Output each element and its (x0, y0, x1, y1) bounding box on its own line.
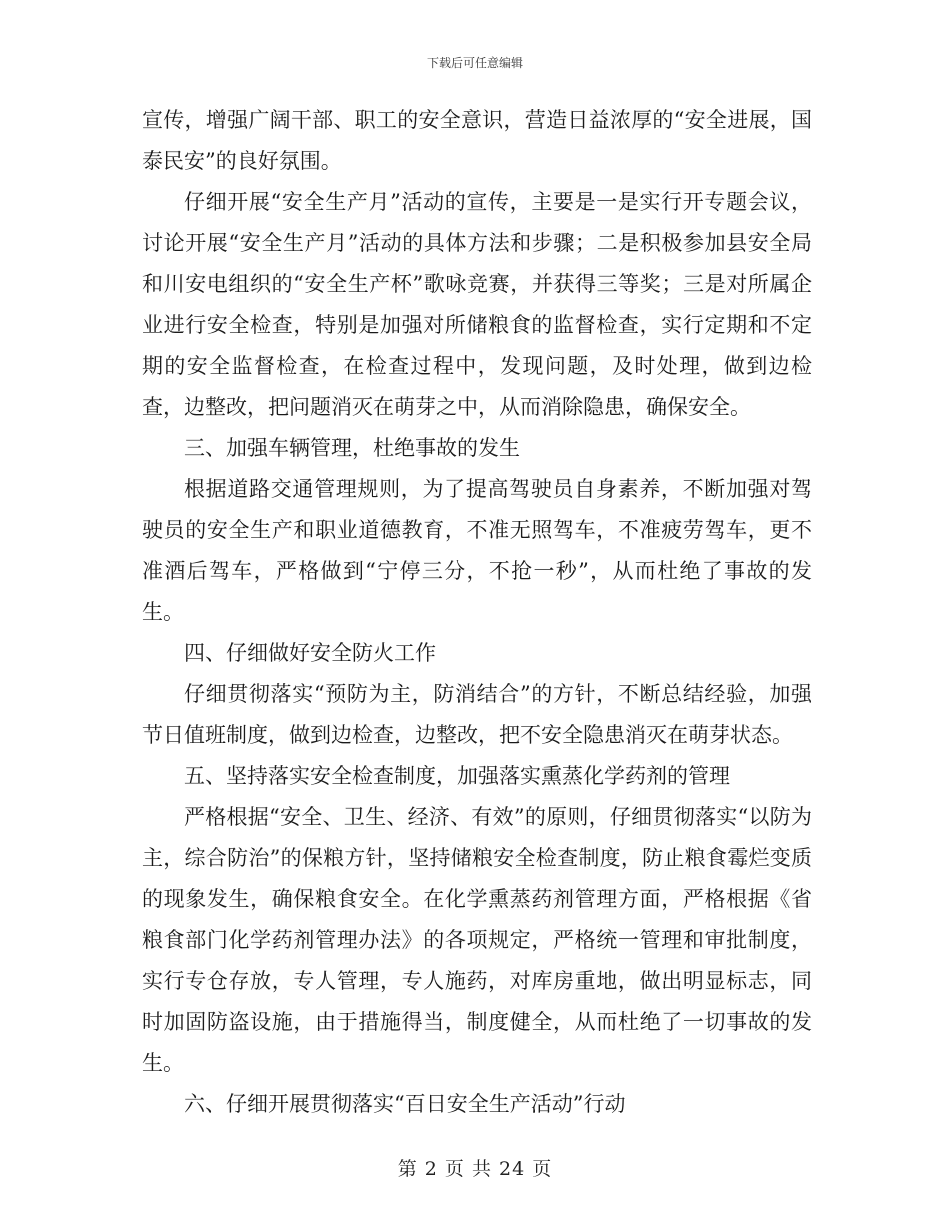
section-heading-4: 四、仔细做好安全防火工作 (184, 641, 436, 665)
section-heading-5: 五、坚持落实安全检查制度，加强落实熏蒸化学药剂的管理 (184, 764, 730, 788)
paragraph-2: 仔细开展“安全生产月”活动的宣传，主要是一是实行开专题会议，讨论开展“安全生产月”活动的具体方法和步骤；二是积极参加县安全局和川安电组织的“安全生产杯”歌咏竞赛，并获得三等奖；三是对所属企业进行安全检查，特别是加强对所储粮食的监督检查，实行定期和不定期的安全监督检查，在检查过程中，发现问题，及时处理，做到边检查，边整改，把问题消灭在萌芽之中，从而消除隐患，确保安全。 (142, 190, 812, 419)
document-body (142, 100, 812, 1125)
paragraph-5: 严格根据“安全、卫生、经济、有效”的原则，仔细贯彻落实“以防为主，综合防治”的保粮方针，坚持储粮安全检查制度，防止粮食霉烂变质的现象发生，确保粮食安全。在化学熏蒸药剂管理方面，严格根据《省粮食部门化学药剂管理办法》的各项规定，严格统一管理和审批制度，实行专仓存放，专人管理，专人施药，对库房重地，做出明显标志，同时加固防盗设施，由于措施得当，制度健全，从而杜绝了一切事故的发生。 (142, 805, 812, 1075)
page-header-note: 下载后可任意编辑 (426, 56, 523, 70)
paragraph-3: 根据道路交通管理规则，为了提高驾驶员自身素养，不断加强对驾驶员的安全生产和职业道德教育，不准无照驾车，不准疲劳驾车，更不准酒后驾车，严格做到“宁停三分，不抢一秒”，从而杜绝了事故的发生。 (142, 477, 812, 624)
section-heading-3: 三、加强车辆管理，杜绝事故的发生 (184, 436, 520, 460)
page-number-footer: 第 2 页 共 24 页 (397, 1158, 553, 1180)
paragraph-4: 仔细贯彻落实“预防为主，防消结合”的方针，不断总结经验，加强节日值班制度，做到边检查，边整改，把不安全隐患消灭在萌芽状态。 (142, 682, 812, 747)
paragraph-1: 宣传，增强广阔干部、职工的安全意识，营造日益浓厚的“安全进展，国泰民安”的良好氛围。 (142, 108, 812, 173)
section-heading-6: 六、仔细开展贯彻落实“百日安全生产活动”行动 (184, 1092, 626, 1116)
